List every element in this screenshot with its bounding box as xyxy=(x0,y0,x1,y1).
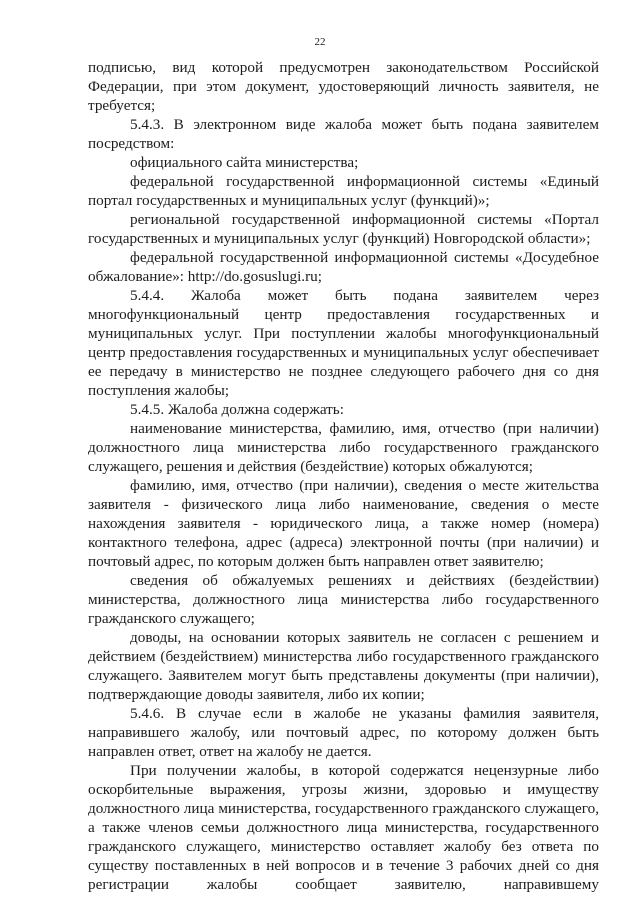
list-item-regional-portal: региональной государственной информационной системы «Портал государственных и муниципальных услуг (функций) Новгородской области»; xyxy=(88,211,599,247)
document-body xyxy=(88,58,599,894)
paragraph-5-4-5: 5.4.5. Жалоба должна содержать: xyxy=(130,401,344,418)
list-item-ministry-name: наименование министерства, фамилию, имя, отчество (при наличии) должностного лица министерства либо государственного гражданского служащего, решения и действия (бездействие) которых обжалуются; xyxy=(88,420,599,475)
list-item-appealed-decisions: сведения об обжалуемых решениях и действиях (бездействии) министерства, должностного лица министерства либо государственного гражданского служащего; xyxy=(88,572,599,627)
paragraph-5-4-3: 5.4.3. В электронном виде жалоба может быть подана заявителем посредством: xyxy=(88,116,599,152)
paragraph-signature-continuation: подписью, вид которой предусмотрен законодательством Российской Федерации, при этом документ, удостоверяющий личность заявителя, не требуется; xyxy=(88,59,599,114)
list-item-arguments: доводы, на основании которых заявитель не согласен с решением и действием (бездействием) министерства либо государственного гражданского служащего. Заявителем могут быть представлены документы (при наличии), подтверждающие доводы заявителя, либо их копии; xyxy=(88,629,599,703)
paragraph-5-4-4: 5.4.4. Жалоба может быть подана заявителем через многофункциональный центр предоставления государственных и муниципальных услуг. При поступлении жалобы многофункциональный центр предоставления государственных и муниципальных услуг обеспечивает ее передачу в министерство не позднее следующего рабочего дня со дня поступления жалобы; xyxy=(88,287,599,399)
list-item-ministry-site: официального сайта министерства; xyxy=(130,154,359,171)
list-item-pretrial-appeal-system: федеральной государственной информационной системы «Досудебное обжалование»: http://do.gosuslugi.ru; xyxy=(88,249,599,285)
paragraph-5-4-6: 5.4.6. В случае если в жалобе не указаны фамилия заявителя, направившего жалобу, или почтовый адрес, по которому должен быть направлен ответ, ответ на жалобу не дается. xyxy=(88,705,599,760)
list-item-applicant-details: фамилию, имя, отчество (при наличии), сведения о месте жительства заявителя - физического лица либо наименование, сведения о месте нахождения заявителя - юридического лица, а также номер (номера) контактного телефона, адрес (адреса) электронной почты (при наличии) и почтовый адрес, по которым должен быть направлен ответ заявителю; xyxy=(88,477,599,570)
page-number: 22 xyxy=(314,36,326,48)
paragraph-offensive-content: При получении жалобы, в которой содержатся нецензурные либо оскорбительные выражения, угрозы жизни, здоровью и имуществу должностного лица министерства, государственного гражданского служащего, а также членов семьи должностного лица министерства, государственного гражданского служащего, министерство оставляет жалобу без ответа по существу поставленных в ней вопросов и в течение 3 рабочих дней со дня регистрации жалобы сообщает заявителю, направившему xyxy=(88,762,599,893)
list-item-federal-portal: федеральной государственной информационной системы «Единый портал государственных и муниципальных услуг (функций)»; xyxy=(88,173,599,209)
